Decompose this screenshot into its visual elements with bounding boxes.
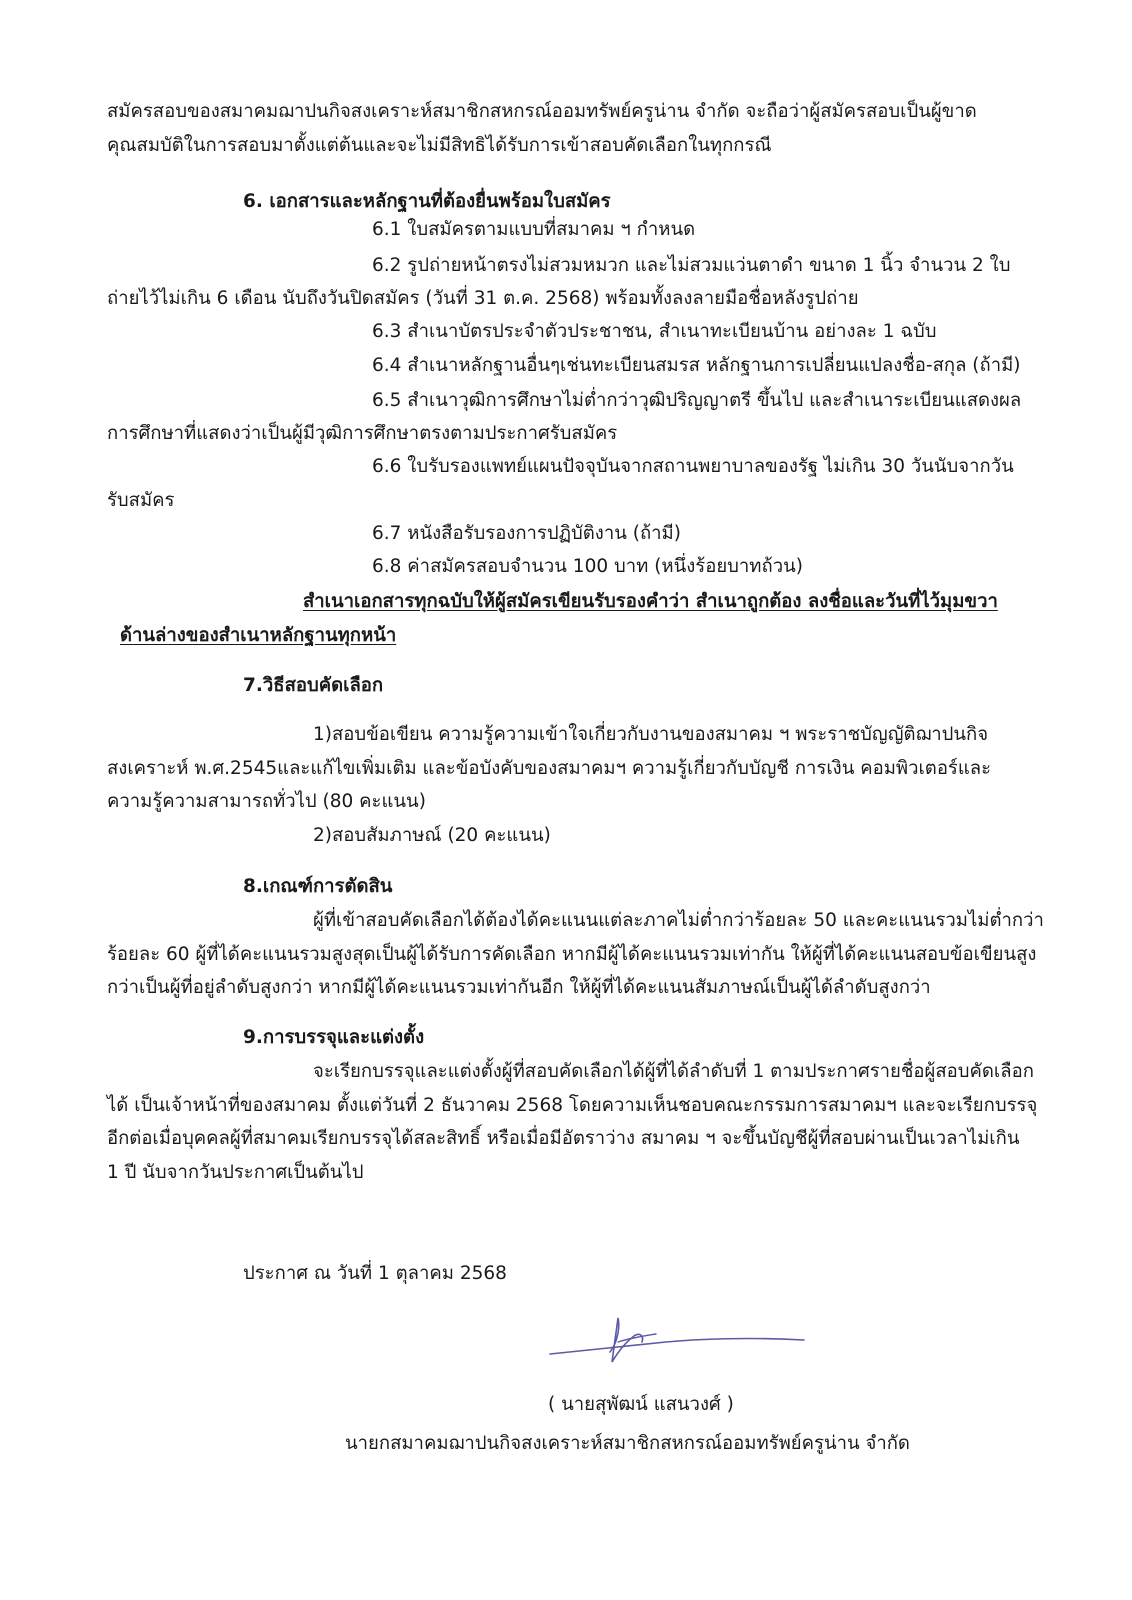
signature-image (548, 1312, 808, 1374)
item-6-6-line-1: 6.6 ใบรับรองแพทย์แผนปัจจุบันจากสถานพยาบาลของรัฐ ไม่เกิน 30 วันนับจากวัน (372, 456, 1014, 477)
document-note-line-1: สำเนาเอกสารทุกฉบับให้ผู้สมัครเขียนรับรองคำว่า สำเนาถูกต้อง ลงชื่อและวันที่ไว้มุมขวา (303, 591, 998, 612)
signatory-name: ( นายสุพัฒน์ แสนวงศ์ ) (548, 1394, 734, 1415)
exam-written-line-1: 1)สอบข้อเขียน ความรู้ความเข้าใจเกี่ยวกับงานของสมาคม ฯ พระราชบัญญัติฌาปนกิจ (313, 724, 989, 745)
item-6-3: 6.3 สำเนาบัตรประจำตัวประชาชน, สำเนาทะเบียนบ้าน อย่างละ 1 ฉบับ (372, 321, 937, 342)
intro-line-2: คุณสมบัติในการสอบมาตั้งแต่ต้นและจะไม่มีสิทธิได้รับการเข้าสอบคัดเลือกในทุกกรณี (107, 135, 772, 156)
exam-written-line-2: สงเคราะห์ พ.ศ.2545และแก้ไขเพิ่มเติม และข้อบังคับของสมาคมฯ ความรู้เกี่ยวกับบัญชี การเงิน คอมพิวเตอร์และ (107, 758, 992, 779)
item-6-1: 6.1 ใบสมัครตามแบบที่สมาคม ฯ กำหนด (372, 219, 696, 240)
criteria-line-1: ผู้ที่เข้าสอบคัดเลือกได้ต้องได้คะแนนแต่ละภาคไม่ต่ำกว่าร้อยละ 50 และคะแนนรวมไม่ต่ำกว่า (313, 910, 1044, 931)
appointment-line-1: จะเรียกบรรจุและแต่งตั้งผู้ที่สอบคัดเลือกได้ผู้ที่ได้ลำดับที่ 1 ตามประกาศรายชื่อผู้สอบคัดเลือก (313, 1061, 1034, 1082)
section-6-heading: 6. เอกสารและหลักฐานที่ต้องยื่นพร้อมใบสมัคร (243, 191, 611, 212)
signatory-position: นายกสมาคมฌาปนกิจสงเคราะห์สมาชิกสหกรณ์ออมทรัพย์ครูน่าน จำกัด (345, 1433, 910, 1454)
item-6-7: 6.7 หนังสือรับรองการปฏิบัติงาน (ถ้ามี) (372, 523, 681, 544)
item-6-5-line-2: การศึกษาที่แสดงว่าเป็นผู้มีวุฒิการศึกษาตรงตามประกาศรับสมัคร (107, 423, 618, 444)
item-6-5-line-1: 6.5 สำเนาวุฒิการศึกษาไม่ต่ำกว่าวุฒิปริญญาตรี ขึ้นไป และสำเนาระเบียนแสดงผล (372, 390, 1022, 411)
document-note-line-2: ด้านล่างของสำเนาหลักฐานทุกหน้า (120, 625, 397, 646)
announcement-date: ประกาศ ณ วันที่ 1 ตุลาคม 2568 (243, 1263, 507, 1284)
appointment-line-3: อีกต่อเมื่อบุคคลผู้ที่สมาคมเรียกบรรจุได้สละสิทธิ์ หรือเมื่อมีอัตราว่าง สมาคม ฯ จะขึ้นบัญชีผู้ที่สอบผ่านเป็นเวลาไม่เกิน (107, 1128, 1020, 1149)
appointment-line-4: 1 ปี นับจากวันประกาศเป็นต้นไป (107, 1162, 364, 1183)
item-6-4: 6.4 สำเนาหลักฐานอื่นๆเช่นทะเบียนสมรส หลักฐานการเปลี่ยนแปลงชื่อ-สกุล (ถ้ามี) (372, 355, 1021, 376)
criteria-line-3: กว่าเป็นผู้ที่อยู่ลำดับสูงกว่า หากมีผู้ได้คะแนนรวมเท่ากันอีก ให้ผู้ที่ได้คะแนนสัมภาษณ์เป็นผู้ได้ลำดับสูงกว่า (107, 977, 931, 998)
section-7-heading: 7.วิธีสอบคัดเลือก (243, 675, 384, 696)
appointment-line-2: ได้ เป็นเจ้าหน้าที่ของสมาคม ตั้งแต่วันที่ 2 ธันวาคม 2568 โดยความเห็นชอบคณะกรรมการสมาคมฯ และจะเรียกบรรจุ (107, 1095, 1038, 1116)
intro-line-1: สมัครสอบของสมาคมฌาปนกิจสงเคราะห์สมาชิกสหกรณ์ออมทรัพย์ครูน่าน จำกัด จะถือว่าผู้สมัครสอบเป็นผู้ขาด (107, 101, 977, 122)
item-6-6-line-2: รับสมัคร (107, 490, 175, 511)
section-9-heading: 9.การบรรจุและแต่งตั้ง (243, 1027, 425, 1048)
section-8-heading: 8.เกณฑ์การตัดสิน (243, 876, 393, 897)
exam-written-line-3: ความรู้ความสามารถทั่วไป (80 คะแนน) (107, 791, 426, 812)
item-6-2-line-1: 6.2 รูปถ่ายหน้าตรงไม่สวมหมวก และไม่สวมแว่นตาดำ ขนาด 1 นิ้ว จำนวน 2 ใบ (372, 255, 1011, 276)
exam-interview: 2)สอบสัมภาษณ์ (20 คะแนน) (313, 825, 551, 846)
item-6-8: 6.8 ค่าสมัครสอบจำนวน 100 บาท (หนึ่งร้อยบาทถ้วน) (372, 556, 803, 577)
item-6-2-line-2: ถ่ายไว้ไม่เกิน 6 เดือน นับถึงวันปิดสมัคร (วันที่ 31 ต.ค. 2568) พร้อมทั้งลงลายมือชื่อหลังรูปถ่าย (107, 288, 859, 309)
criteria-line-2: ร้อยละ 60 ผู้ที่ได้คะแนนรวมสูงสุดเป็นผู้ได้รับการคัดเลือก หากมีผู้ได้คะแนนรวมเท่ากัน ให้ผู้ที่ได้คะแนนสอบข้อเขียนสูง (107, 944, 1037, 965)
